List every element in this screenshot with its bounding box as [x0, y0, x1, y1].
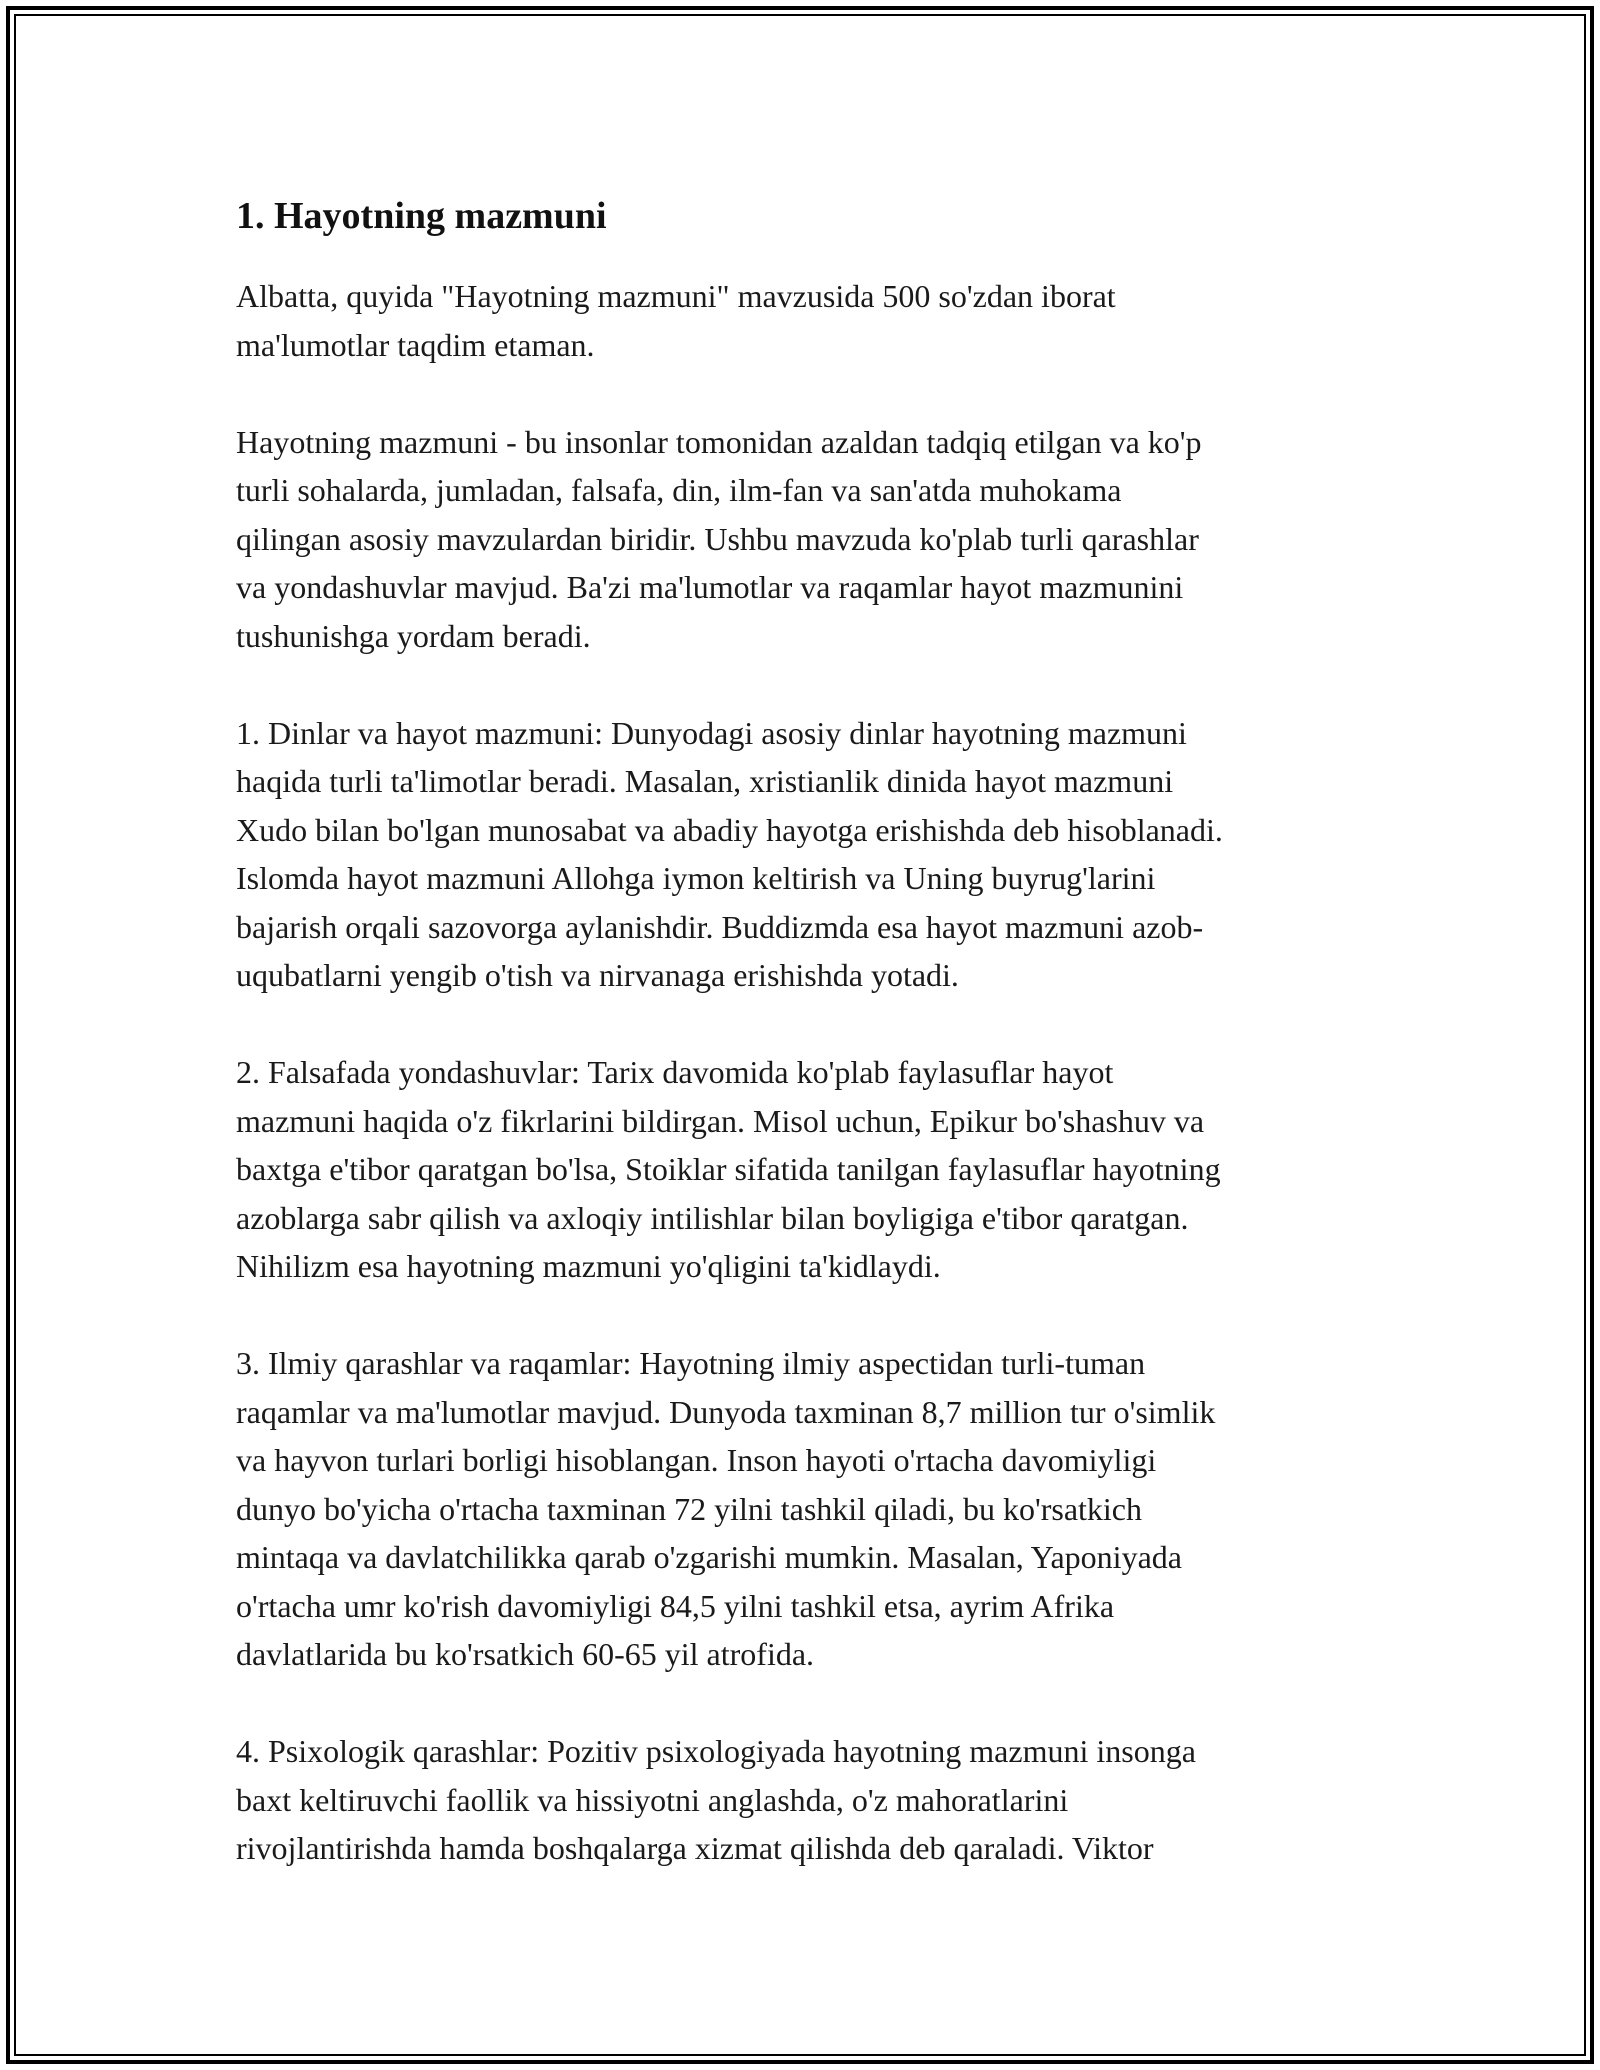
- text-line: raqamlar va ma'lumotlar mavjud. Dunyoda taxminan 8,7 million tur o'simlik: [236, 1393, 1216, 1430]
- paragraph: [236, 418, 1376, 661]
- paragraph: [236, 272, 1376, 369]
- paragraph: [236, 709, 1376, 1000]
- text-line: bajarish orqali sazovorga aylanishdir. Buddizmda esa hayot mazmuni azob-: [236, 908, 1204, 945]
- text-line: dunyo bo'yicha o'rtacha taxminan 72 yilni tashkil qiladi, bu ko'rsatkich: [236, 1490, 1142, 1527]
- text-line: va hayvon turlari borligi hisoblangan. Inson hayoti o'rtacha davomiyligi: [236, 1442, 1157, 1478]
- text-line: 2. Falsafada yondashuvlar: Tarix davomida ko'plab faylasuflar hayot: [236, 1054, 1114, 1090]
- text-line: ma'lumotlar taqdim etaman.: [236, 326, 595, 363]
- text-line: davlatlarida bu ko'rsatkich 60-65 yil atrofida.: [236, 1636, 815, 1672]
- text-line: baxtga e'tibor qaratgan bo'lsa, Stoiklar sifatida tanilgan faylasuflar hayotning: [236, 1151, 1221, 1187]
- text-line: 4. Psixologik qarashlar: Pozitiv psixologiyada hayotning mazmuni insonga: [236, 1733, 1196, 1769]
- text-line: rivojlantirishda hamda boshqalarga xizmat qilishda deb qaraladi. Viktor: [236, 1830, 1154, 1866]
- text-line: Islomda hayot mazmuni Allohga iymon keltirish va Uning buyrug'larini: [236, 860, 1156, 896]
- text-line: o'rtacha umr ko'rish davomiyligi 84,5 yilni tashkil etsa, ayrim Afrika: [236, 1587, 1115, 1624]
- paragraph: [236, 1339, 1376, 1679]
- text-line: Xudo bilan bo'lgan munosabat va abadiy hayotga erishishda deb hisoblanadi.: [236, 811, 1223, 848]
- text-line: Albatta, quyida "Hayotning mazmuni" mavzusida 500 so'zdan iborat: [236, 278, 1116, 314]
- text-line: Nihilizm esa hayotning mazmuni yo'qligini ta'kidlaydi.: [236, 1248, 941, 1284]
- text-line: va yondashuvlar mavjud. Ba'zi ma'lumotlar va raqamlar hayot mazmunini: [236, 569, 1184, 605]
- text-line: 3. Ilmiy qarashlar va raqamlar: Hayotning ilmiy aspectidan turli-tuman: [236, 1345, 1146, 1381]
- document-body: [236, 184, 1376, 1921]
- text-line: haqida turli ta'limotlar beradi. Masalan, xristianlik dinida hayot mazmuni: [236, 763, 1174, 799]
- document-title: 1. Hayotning mazmuni: [236, 195, 607, 237]
- paragraph: [236, 1048, 1376, 1291]
- text-line: uqubatlarni yengib o'tish va nirvanaga erishishda yotadi.: [236, 957, 959, 993]
- text-line: 1. Dinlar va hayot mazmuni: Dunyodagi asosiy dinlar hayotning mazmuni: [236, 714, 1187, 751]
- text-line: turli sohalarda, jumladan, falsafa, din, ilm-fan va san'atda muhokama: [236, 472, 1122, 508]
- text-line: Hayotning mazmuni - bu insonlar tomonidan azaldan tadqiq etilgan va ko'p: [236, 423, 1202, 460]
- paragraph-list: [236, 272, 1376, 1873]
- text-line: baxt keltiruvchi faollik va hissiyotni anglashda, o'z mahoratlarini: [236, 1781, 1069, 1818]
- text-line: tushunishga yordam beradi.: [236, 617, 591, 654]
- text-line: azoblarga sabr qilish va axloqiy intilishlar bilan boyligiga e'tibor qaratgan.: [236, 1199, 1189, 1236]
- text-line: mintaqa va davlatchilikka qarab o'zgarishi mumkin. Masalan, Yaponiyada: [236, 1539, 1182, 1575]
- text-line: mazmuni haqida o'z fikrlarini bildirgan. Misol uchun, Epikur bo'shashuv va: [236, 1102, 1205, 1139]
- text-line: qilingan asosiy mavzulardan biridir. Ushbu mavzuda ko'plab turli qarashlar: [236, 520, 1199, 557]
- paragraph: [236, 1727, 1376, 1873]
